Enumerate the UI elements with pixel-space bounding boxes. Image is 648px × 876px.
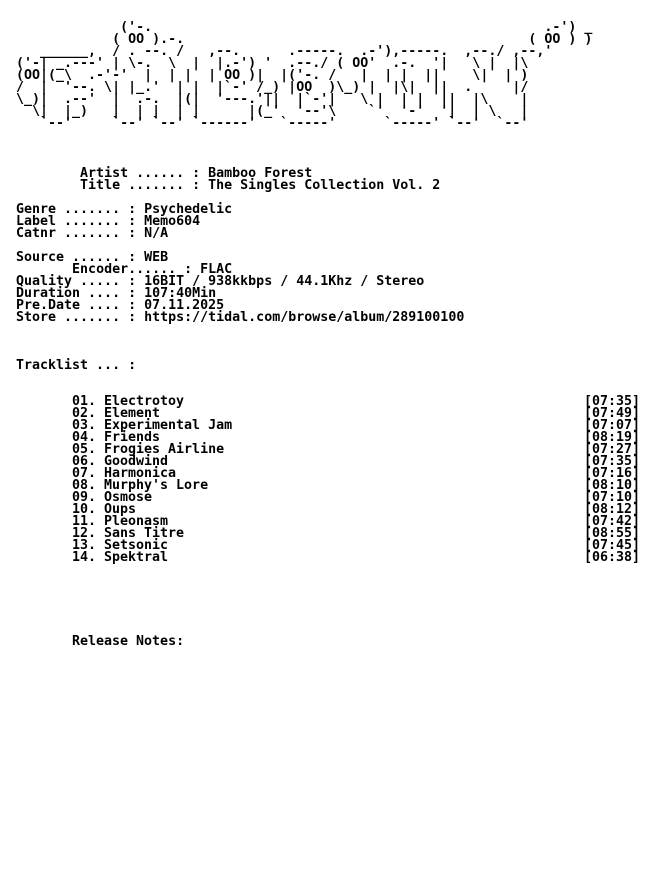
genre-value: Psychedelic — [144, 202, 233, 217]
quality-value: 16BIT / 938kkbps / 44.1Khz / Stereo — [144, 274, 425, 289]
track-number: 04. — [72, 430, 97, 445]
track-duration: [07:07] — [583, 418, 640, 433]
release-notes-heading: Release Notes: — [72, 634, 185, 649]
label-value: Memo604 — [144, 214, 201, 229]
track-duration: [07:10] — [583, 490, 640, 505]
track-number: 02. — [72, 406, 97, 421]
track-number: 12. — [72, 526, 97, 541]
track-title: Friends — [104, 430, 161, 445]
track-number: 14. — [72, 550, 97, 565]
genre-label: Genre ....... : — [16, 202, 137, 217]
ascii-logo: ('-. .-') _ ( OO ).-. ( OO ) ) ______, / . --. / ,--. .-----. .-'),-----. ,--./ ,--,' ('-| _.---' | \-. \ | |.-') ' .--./ ( OO' .-. '| \ | |\ (OO|(_\ .-'-' | | | | OO )| |('-. / | | | || \| | ) / | '--. \| |_.' | | |`-' /_) |OO )\_) | |\| || . |/ \_)| .--' | .-. |(| '---.'|| |`-'| \ | | | || |\ | \| |_) | | | | | |(_' '--'\ `' '-' '| | \ | `--' `--' `--' `------' `-----' `-----' `--' `--' — [16, 20, 593, 131]
track-title: Pleonasm — [104, 514, 169, 529]
source-label: Source ...... : — [16, 250, 137, 265]
track-number: 06. — [72, 454, 97, 469]
catnr-label: Catnr ....... : — [16, 226, 137, 241]
track-duration: [07:35] — [583, 454, 640, 469]
track-number: 09. — [72, 490, 97, 505]
release-info — [16, 168, 464, 324]
duration-label: Duration .... : — [16, 286, 137, 301]
track-title: Setsonic — [104, 538, 169, 553]
track-title: Frogies Airline — [104, 442, 225, 457]
tracklist — [16, 396, 640, 564]
tracklist-heading: Tracklist ... : — [16, 358, 137, 373]
track-duration: [07:42] — [583, 514, 640, 529]
catnr-value: N/A — [144, 226, 169, 241]
source-value: WEB — [144, 250, 169, 265]
catnr-row — [16, 228, 464, 240]
track-row — [16, 552, 640, 564]
predate-value: 07.11.2025 — [144, 298, 225, 313]
track-duration: [07:35] — [583, 394, 640, 409]
predate-label: Pre.Date .... : — [16, 298, 137, 313]
track-title: Experimental Jam — [104, 418, 233, 433]
track-number: 11. — [72, 514, 97, 529]
track-title: Harmonica — [104, 466, 177, 481]
encoder-label: Encoder...... : — [72, 262, 193, 277]
track-number: 01. — [72, 394, 97, 409]
title-value: The Singles Collection Vol. 2 — [208, 178, 441, 193]
track-duration: [08:10] — [583, 478, 640, 493]
track-duration: [07:16] — [583, 466, 640, 481]
store-row — [16, 312, 464, 324]
track-title: Element — [104, 406, 161, 421]
track-number: 08. — [72, 478, 97, 493]
store-link[interactable]: https://tidal.com/browse/album/289100100 — [144, 310, 465, 325]
track-duration: [08:55] — [583, 526, 640, 541]
track-number: 07. — [72, 466, 97, 481]
title-label: Title ....... : — [80, 178, 201, 193]
track-duration: [07:49] — [583, 406, 640, 421]
track-title: Oups — [104, 502, 137, 517]
track-title: Spektral — [104, 550, 169, 565]
quality-label: Quality ..... : — [16, 274, 137, 289]
track-number: 13. — [72, 538, 97, 553]
title-row — [16, 180, 464, 192]
track-title: Electrotoy — [104, 394, 185, 409]
track-title: Goodwind — [104, 454, 169, 469]
track-duration: [08:19] — [583, 430, 640, 445]
track-duration: [07:45] — [583, 538, 640, 553]
track-number: 05. — [72, 442, 97, 457]
label-label: Label ....... : — [16, 214, 137, 229]
encoder-value: FLAC — [200, 262, 233, 277]
track-title: Osmose — [104, 490, 153, 505]
track-duration: [07:27] — [583, 442, 640, 457]
track-duration: [08:12] — [583, 502, 640, 517]
store-label: Store ....... : — [16, 310, 137, 325]
duration-value: 107:40Min — [144, 286, 217, 301]
track-number: 03. — [72, 418, 97, 433]
track-title: Murphy's Lore — [104, 478, 209, 493]
artist-value: Bamboo Forest — [208, 166, 313, 181]
track-number: 10. — [72, 502, 97, 517]
artist-label: Artist ...... : — [80, 166, 201, 181]
track-title: Sans Titre — [104, 526, 185, 541]
track-duration: [06:38] — [583, 550, 640, 565]
